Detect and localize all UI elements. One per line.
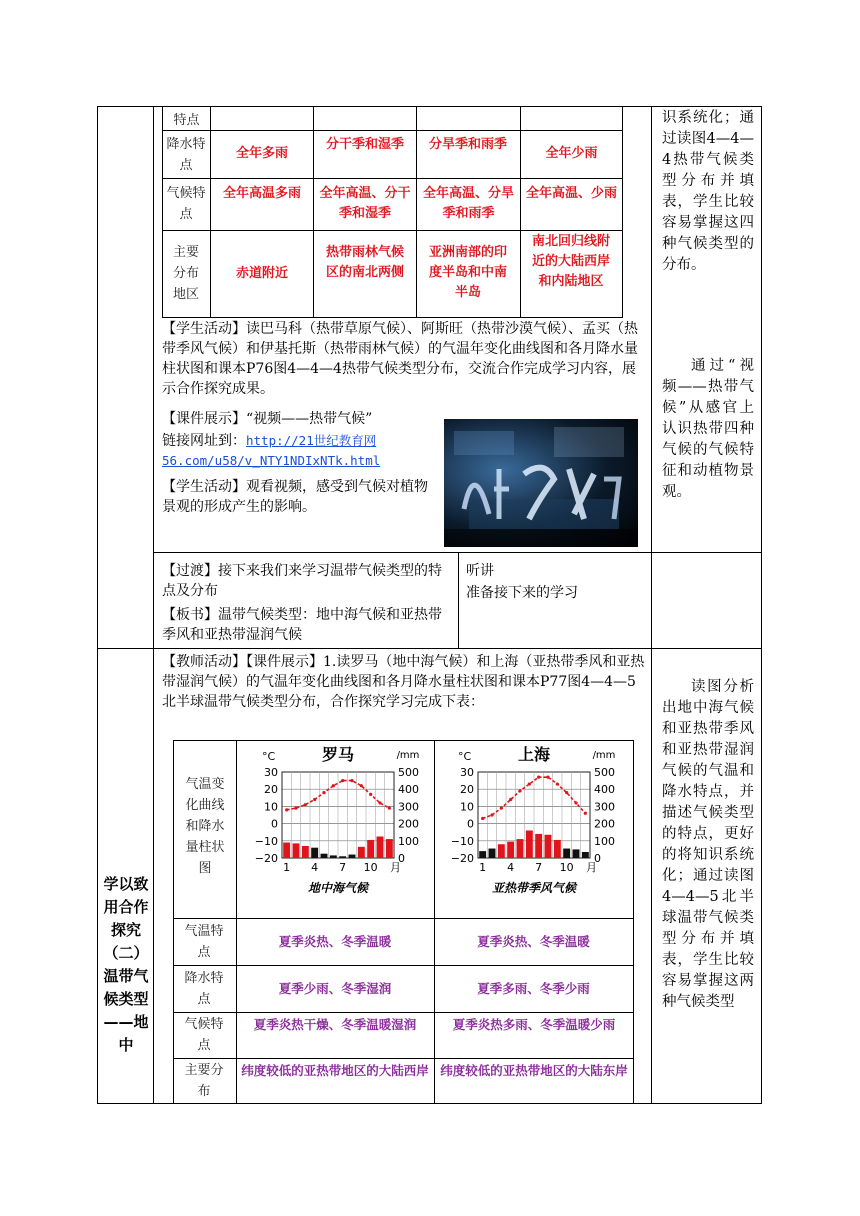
temp-point [565, 791, 568, 794]
temp-point [528, 782, 531, 785]
chart-title: 上海 [517, 745, 551, 764]
x-tick-label: 1 [479, 861, 487, 874]
temp-unit-label: °C [458, 750, 472, 763]
tt-cell-3-2: 亚洲南部的印度半岛和中南半岛 [428, 245, 507, 300]
temp-point [285, 808, 288, 811]
temp-tick-label: 30 [264, 766, 278, 779]
temp-point [294, 807, 297, 810]
temp-point [341, 779, 344, 782]
precip-tick-label: 100 [398, 834, 419, 848]
precip-bar [535, 834, 542, 858]
tt-line-1 [162, 130, 623, 131]
x-tick-label: 1 [283, 861, 291, 874]
temp-point [574, 801, 577, 804]
chart-rome [242, 744, 432, 900]
precip-bar [302, 846, 309, 858]
wt-row-label-0: 气温特点 [184, 924, 224, 960]
tt-row-label-3: 主要分布地区 [172, 245, 199, 302]
temp-tick-label: 30 [460, 766, 474, 779]
outer-left-line [97, 106, 98, 1104]
precip-bar [479, 851, 486, 858]
precip-tick-label: 200 [398, 817, 419, 831]
temp-point [388, 807, 391, 810]
precip-tick-label: 500 [594, 766, 615, 779]
wt-col-3 [633, 740, 634, 1104]
x-tick-label: 7 [339, 861, 347, 874]
tt-line-top [162, 106, 623, 107]
temp-point [500, 807, 503, 810]
chart-caption: 地中海气候 [307, 881, 369, 895]
right-note-2: 通过“视频——热带气候”从感官上认识热带四种气候的气候特征和动植物景观。 [662, 358, 754, 500]
temp-point [313, 798, 316, 801]
wt-cell-0-1: 夏季炎热、冬季温暖 [477, 934, 590, 949]
wt-line-3 [173, 1012, 634, 1013]
wt-row-label-2: 气候特点 [184, 1017, 224, 1053]
courseware-video: 【课件展示】“视频——热带气候” [162, 411, 373, 427]
right-note-3: 读图分析出地中海气候和亚热带季风和亚热带湿润气候的气温和降水特点，并描述气候类型的特点，更好的将知识系统化；通过读图4—4—5北半球温带气候类型分布并填表，学生比较容易掌握这两种气候类型 [662, 679, 754, 1010]
precip-bar [349, 855, 356, 858]
temp-point [509, 798, 512, 801]
temp-tick-label: 20 [460, 783, 474, 797]
temp-point [537, 776, 540, 779]
precip-unit-label: /mm [592, 750, 616, 761]
temp-tick-label: 0 [271, 817, 278, 831]
tt-cell-1-3: 全年少雨 [545, 146, 598, 161]
tt-row-label-1: 降水特点 [166, 137, 206, 173]
chart-shanghai [438, 744, 628, 900]
precip-bar [283, 843, 290, 858]
chart-title: 罗马 [321, 745, 355, 764]
outer-divider-1 [153, 552, 761, 553]
precip-bar [526, 830, 533, 858]
temp-point [322, 791, 325, 794]
precip-tick-label: 300 [594, 800, 615, 814]
transition-teacher: 【过渡】接下来我们来学习温带气候类型的特点及分布 [162, 563, 442, 599]
precip-bar [563, 849, 570, 858]
precip-bar [293, 843, 300, 858]
wt-row-label-3: 主要分布 [184, 1063, 224, 1099]
tt-col-5 [622, 106, 623, 318]
x-unit-label: 月 [586, 861, 597, 874]
precip-tick-label: 400 [594, 783, 615, 797]
wt-row-label-1: 降水特点 [184, 971, 224, 1007]
temp-tick-label: 10 [264, 800, 278, 814]
precip-tick-label: 100 [594, 834, 615, 848]
stage-label: 学以致用合作探究（二）温带气候类型——地中 [103, 875, 149, 1054]
tt-cell-2-1: 全年高温、分干季和湿季 [319, 186, 411, 221]
precip-tick-label: 200 [594, 817, 615, 831]
temp-point [546, 776, 549, 779]
precip-bar [339, 856, 346, 858]
precip-bar [321, 854, 328, 858]
tt-cell-2-2: 全年高温、分旱季和雨季 [422, 186, 514, 221]
precip-tick-label: 500 [398, 766, 419, 779]
tt-cell-1-0: 全年多雨 [235, 146, 288, 161]
precip-bar [517, 839, 524, 858]
tt-cell-3-3: 南北回归线附近的大陆西岸和内陆地区 [531, 234, 610, 289]
precip-bar [311, 848, 318, 858]
tt-line-3 [162, 230, 623, 231]
wt-chart-row-label: 气温变化曲线和降水量柱状图 [185, 777, 225, 876]
temp-point [584, 812, 587, 815]
tt-cell-1-2: 分旱季和雨季 [428, 137, 507, 152]
transition-student-1: 听讲 [466, 563, 494, 579]
link-line [162, 431, 437, 471]
wt-line-1 [173, 918, 634, 919]
wt-cell-3-1: 纬度较低的亚热带地区的大陆东岸 [440, 1063, 628, 1078]
tt-cell-2-0: 全年高温多雨 [222, 186, 301, 201]
temp-point [360, 784, 363, 787]
x-tick-label: 4 [507, 861, 515, 874]
outer-col-line-2 [651, 106, 652, 1104]
temp-tick-label: 0 [467, 817, 474, 831]
temp-point [350, 779, 353, 782]
student-activity-2: 【学生活动】观看视频，感受到气候对植物景观的形成产生的影响。 [162, 479, 428, 515]
precip-bar [582, 852, 589, 858]
wt-cell-1-0: 夏季少雨、冬季湿润 [278, 981, 392, 996]
tt-cell-2-3: 全年高温、少雨 [525, 186, 617, 201]
precip-bar [498, 844, 505, 858]
wt-line-4 [173, 1058, 634, 1059]
link-prefix: 链接网址到： [162, 433, 246, 449]
video-art [444, 419, 638, 547]
temp-unit-label: °C [262, 750, 276, 763]
student-activity-1: 【学生活动】读巴马科（热带草原气候）、阿斯旺（热带沙漠气候）、孟买（热带季风气候）和伊基托斯（热带雨林气候）的气温年变化曲线图和各月降水量柱状图和课本P76图4—4—4热带气候类型分布，交流合作完成学习内容，展示合作探究成果。 [162, 321, 638, 397]
wt-cell-2-1: 夏季炎热多雨、冬季温暖少雨 [452, 1017, 616, 1032]
tt-cell-3-0: 赤道附近 [235, 266, 288, 281]
outer-bottom-line [97, 1103, 761, 1104]
precip-bar [507, 842, 514, 858]
wt-col-1 [236, 740, 237, 1104]
precip-tick-label: 0 [398, 852, 405, 865]
temp-point [556, 782, 559, 785]
precip-bar [330, 855, 337, 858]
tt-col-3 [416, 106, 417, 318]
temp-point [332, 784, 335, 787]
tt-cell-1-1: 分干季和湿季 [325, 137, 404, 152]
temp-point [490, 813, 493, 816]
transition-student-2: 准备接下来的学习 [466, 585, 578, 601]
wt-col-0 [173, 740, 174, 1104]
precip-bar [386, 839, 393, 858]
tt-col-1 [210, 106, 211, 318]
precip-tick-label: 0 [594, 852, 601, 865]
temp-tick-label: 10 [460, 800, 474, 814]
outer-col-line-1 [153, 106, 154, 1104]
wt-col-2 [434, 740, 435, 1104]
tt-cell-3-1: 热带雨林气候区的南北两侧 [325, 245, 404, 280]
wt-cell-2-0: 夏季炎热干燥、冬季温暖湿润 [253, 1017, 417, 1032]
temp-point [369, 793, 372, 796]
wt-cell-1-1: 夏季多雨、冬季少雨 [477, 981, 590, 996]
right-note-1: 识系统化；通过读图4—4—4热带气候类型分布并填表，学生比较容易掌握这四种气候类型的分布。 [662, 110, 754, 273]
temp-point [378, 801, 381, 804]
precip-bar [489, 849, 496, 858]
temp-tick-label: −10 [254, 834, 278, 848]
temp-tick-label: −20 [450, 852, 474, 865]
tt-row-label-2: 气候特点 [166, 186, 206, 222]
temp-point [304, 803, 307, 806]
precip-bar [377, 837, 384, 859]
precip-bar [367, 840, 374, 858]
precip-bar [358, 847, 365, 858]
tt-col-0 [162, 106, 163, 318]
video-thumbnail[interactable] [444, 419, 638, 547]
outer-right-line [761, 106, 762, 1104]
temp-point [481, 817, 484, 820]
teacher-activity-intro: 【教师活动】【课件展示】1.读罗马（地中海气候）和上海（亚热带季风和亚热带湿润气候）的气温年变化曲线图和各月降水量柱状图和课本P77图4—4—5北半球温带气候类型分布，合作探究学习完成下表： [162, 654, 645, 710]
x-tick-label: 4 [311, 861, 319, 874]
tt-line-2 [162, 178, 623, 179]
x-tick-label: 10 [363, 861, 378, 874]
x-unit-label: 月 [390, 861, 401, 874]
temp-tick-label: −10 [450, 834, 474, 848]
wt-line-2 [173, 965, 634, 966]
transition-board: 【板书】温带气候类型：地中海气候和亚热带季风和亚热带湿润气候 [162, 607, 442, 643]
precip-bar [573, 849, 580, 858]
chart-caption: 亚热带季风气候 [491, 881, 577, 895]
temp-point [518, 789, 521, 792]
outer-divider-2 [97, 648, 761, 649]
wt-cell-0-0: 夏季炎热、冬季温暖 [278, 934, 392, 949]
x-tick-label: 7 [535, 861, 543, 874]
precip-unit-label: /mm [396, 750, 420, 761]
precip-bar [554, 840, 561, 858]
tt-line-bottom [162, 317, 623, 318]
video-link[interactable]: http://21世纪教育网56.com/u58/v_NTY1NDIxNTk.html [162, 433, 381, 468]
temp-tick-label: −20 [254, 852, 278, 865]
temp-tick-label: 20 [264, 783, 278, 797]
precip-tick-label: 400 [398, 783, 419, 797]
x-tick-label: 10 [559, 861, 574, 874]
wt-line-top [173, 740, 634, 741]
precip-bar [545, 835, 552, 858]
tt-col-2 [313, 106, 314, 318]
precip-tick-label: 300 [398, 800, 419, 814]
wt-cell-3-0: 纬度较低的亚热带地区的大陆西岸 [241, 1063, 429, 1078]
transition-split-line [458, 552, 459, 649]
tt-col-4 [520, 106, 521, 318]
tt-row-label-0: 特点 [173, 113, 200, 128]
